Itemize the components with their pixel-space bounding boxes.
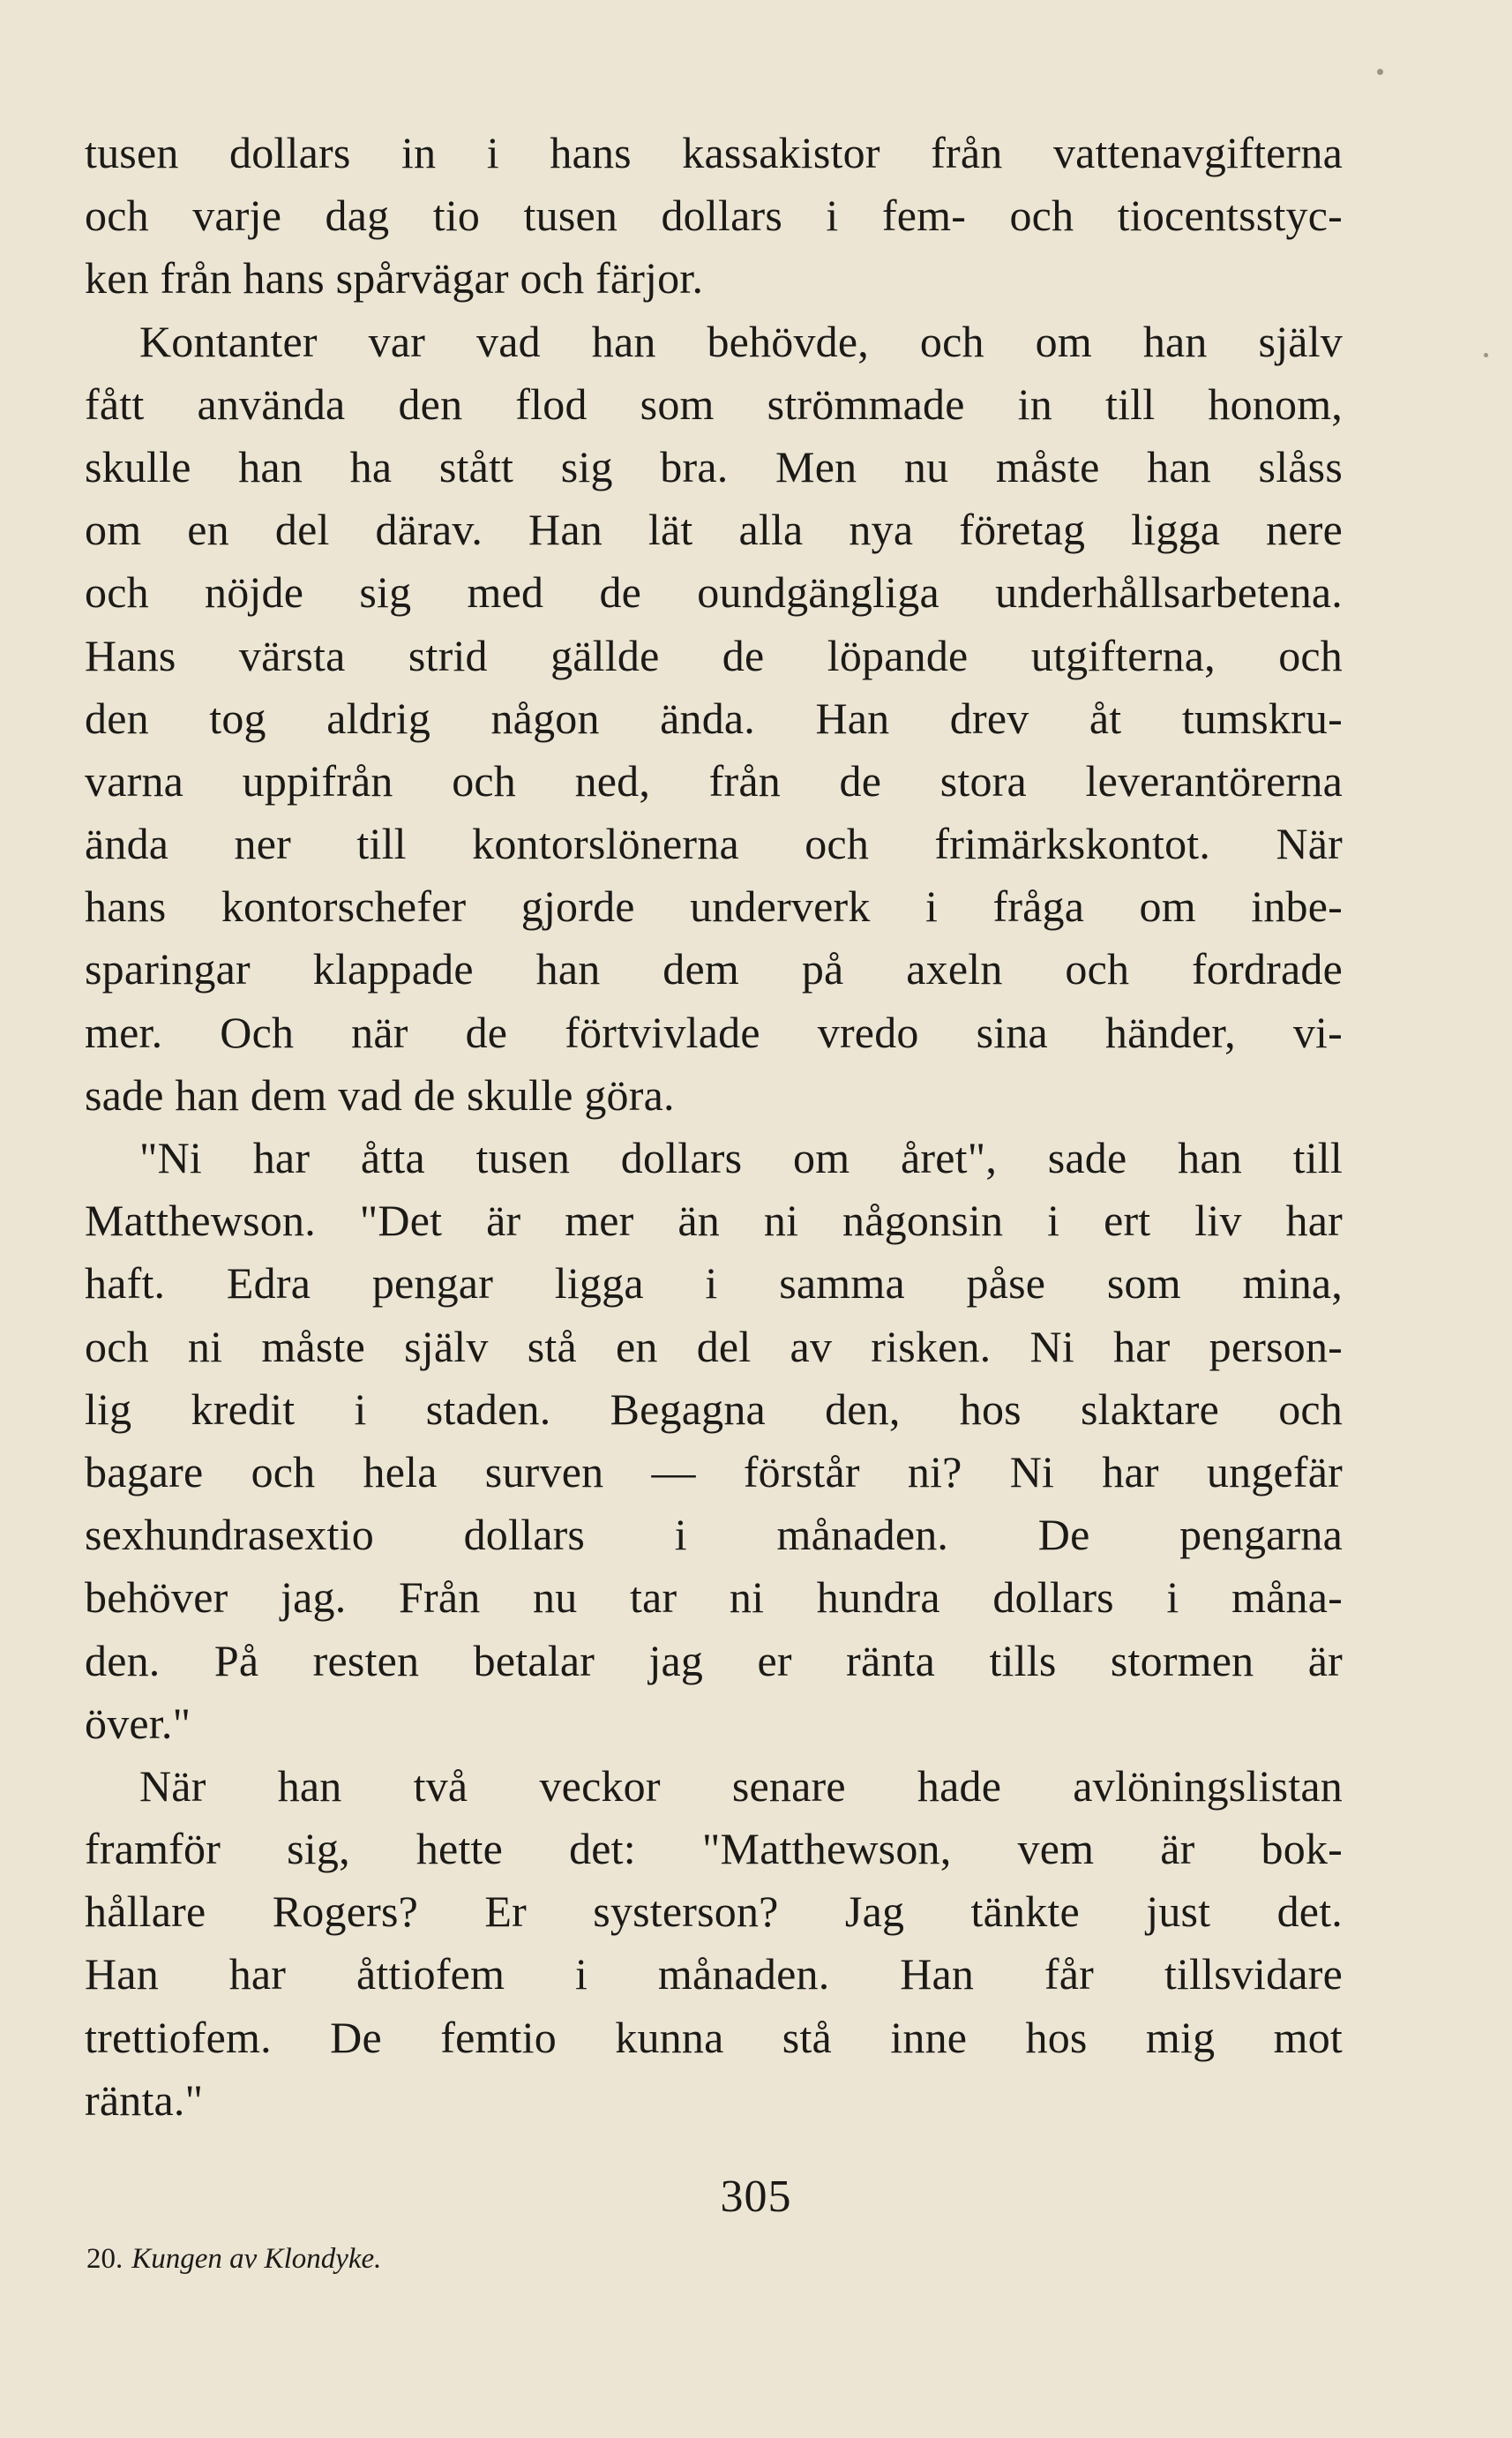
text-line: ränta." [85, 2074, 204, 2125]
text-line: mer. Och när de förtvivlade vredo sina händer, vi- [85, 1007, 1343, 1057]
text-line: hållare Rogers? Er systerson? Jag tänkte just det. [85, 1887, 1343, 1937]
body-text [85, 122, 1343, 2132]
text-line: Hans värsta strid gällde de löpande utgifterna, och [85, 630, 1343, 680]
signature-number: 20. [86, 2243, 124, 2275]
text-line: och nöjde sig med de oundgängliga underhållsarbetena. [85, 567, 1343, 618]
text-line: haft. Edra pengar ligga i samma påse som mina, [85, 1258, 1343, 1309]
text-line: fått använda den flod som strömmade in till honom, [85, 379, 1343, 429]
text-line: ända ner till kontorslönerna och frimärkskontot. När [85, 819, 1343, 869]
text-line: och ni måste själv stå en del av risken. Ni har person- [85, 1321, 1343, 1371]
text-line: varna uppifrån och ned, från de stora leverantörerna [85, 755, 1343, 806]
text-line: hans kontorschefer gjorde underverk i fråga om inbe- [85, 881, 1343, 932]
text-line: och varje dag tio tusen dollars i fem- och tiocentsstyc- [85, 191, 1343, 241]
text-line: bagare och hela surven — förstår ni? Ni har ungefär [85, 1446, 1343, 1497]
page-number: 305 [720, 2172, 792, 2222]
text-line: tusen dollars in i hans kassakistor från vattenavgifterna [85, 128, 1343, 177]
text-line: den. På resten betalar jag er ränta tills stormen är [85, 1635, 1343, 1685]
text-line: behöver jag. Från nu tar ni hundra dollars i måna- [85, 1572, 1343, 1623]
text-line: ken från hans spårvägar och färjor. [85, 253, 704, 304]
text-line: framför sig, hette det: "Matthewson, vem är bok- [85, 1824, 1343, 1874]
text-line: Matthewson. "Det är mer än ni någonsin i ert liv har [85, 1196, 1343, 1246]
text-line: trettiofem. De femtio kunna stå inne hos mig mot [85, 2012, 1343, 2062]
text-line: sade han dem vad de skulle göra. [85, 1069, 675, 1120]
paper-speck [1377, 69, 1383, 75]
text-line: När han två veckor senare hade avlöningslistan [139, 1760, 1343, 1811]
text-line: Han har åttiofem i månaden. Han får tillsvidare [85, 1949, 1343, 1999]
text-line: om en del därav. Han lät alla nya företag ligga nere [85, 505, 1343, 555]
paper-speck [1484, 353, 1488, 357]
text-line: sexhundrasextio dollars i månaden. De pengarna [85, 1510, 1343, 1560]
signature-title: Kungen av Klondyke. [131, 2243, 382, 2275]
text-line: skulle han ha stått sig bra. Men nu måste han slåss [85, 441, 1343, 491]
text-line: över." [85, 1698, 191, 1748]
printer-signature [86, 2241, 381, 2277]
text-line: Kontanter var vad han behövde, och om han själv [139, 316, 1343, 366]
text-line: lig kredit i staden. Begagna den, hos slaktare och [85, 1384, 1343, 1434]
text-line: sparingar klappade han dem på axeln och fordrade [85, 944, 1343, 994]
text-line: den tog aldrig någon ända. Han drev åt tumskru- [85, 693, 1343, 743]
text-line: "Ni har åtta tusen dollars om året", sade han till [139, 1133, 1343, 1182]
